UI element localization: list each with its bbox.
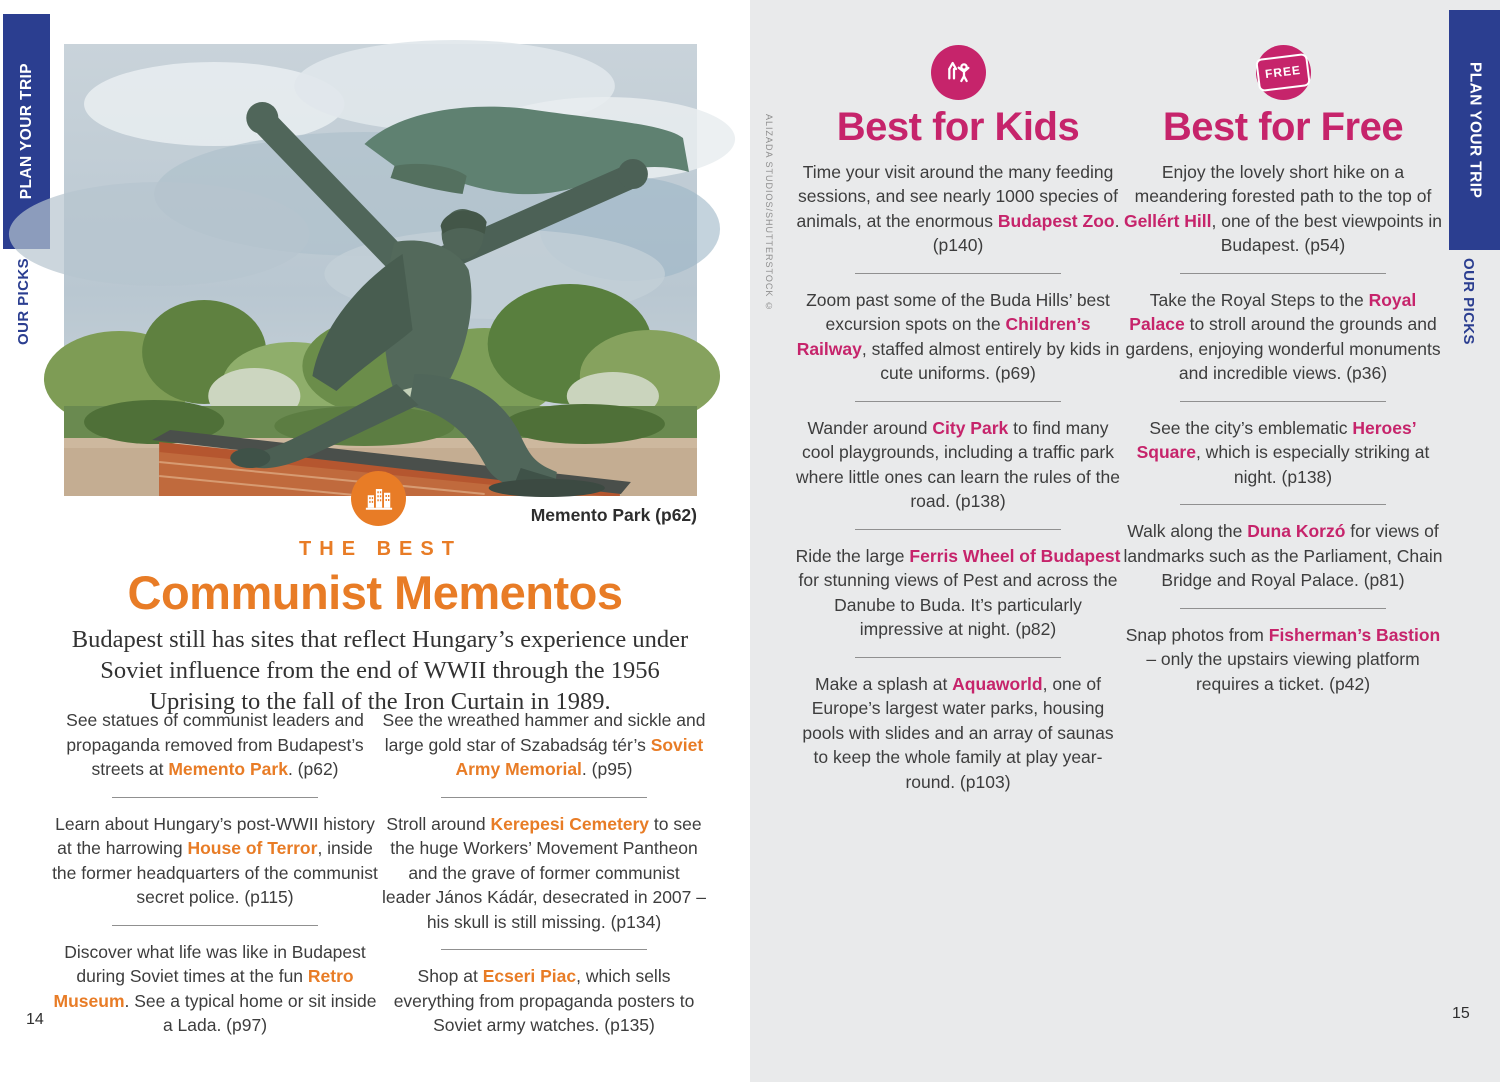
pick-item: Enjoy the lovely short hike on a meandering forested path to the top of Gellért Hill, one of the best viewpoints in Budapest. (p54) [1123, 161, 1443, 255]
pick-item: Discover what life was like in Budapest during Soviet times at the fun Retro Museum. See a typical home or sit inside a Lada. (p97) [53, 941, 377, 1035]
free-ticket-icon [1256, 45, 1311, 100]
page-number-right: 15 [1452, 1005, 1470, 1022]
page-title: Communist Mementos [127, 566, 623, 619]
pick-item: See the wreathed hammer and sickle and large gold star of Szabadság tér’s Soviet Army Memorial. (p95) [382, 710, 706, 779]
photo-caption: Memento Park (p62) [530, 505, 697, 525]
photo-credit: ALIZADA STUDIOS/SHUTTERSTOCK © [764, 114, 774, 312]
pick-item: Zoom past some of the Buda Hills’ best excursion spots on the Children’s Railway, staffed almost entirely by kids in cute uniforms. (p69) [796, 289, 1120, 383]
divider [855, 529, 1061, 530]
kids-icon [931, 45, 986, 100]
intro-paragraph: Budapest still has sites that reflect Hungary’s experience under Soviet influence from the end of WWII through the 1956 Uprising to the fall of the Iron Curtain in 1989. [71, 626, 689, 715]
pick-item: Stroll around Kerepesi Cemetery to see the huge Workers’ Movement Pantheon and the grave of former communist leader János Kádár, desecrated in 2007 – his skull is still missing. (p134) [382, 813, 706, 932]
pick-item: Walk along the Duna Korzó for views of landmarks such as the Parliament, Chain Bridge and Royal Palace. (p81) [1123, 521, 1443, 590]
divider [855, 273, 1061, 274]
our-picks-label-left: OUR PICKS [15, 258, 32, 345]
pick-item: Take the Royal Steps to the Royal Palace to stroll around the grounds and gardens, enjoying wonderful monuments and incredible views. (p36) [1125, 289, 1441, 383]
best-for-kids-section [793, 45, 1123, 794]
divider [1180, 608, 1386, 609]
pick-item: Wander around City Park to find many cool playgrounds, including a traffic park where little ones can learn the rules of the road. (p138) [796, 417, 1120, 511]
section-title-free: Best for Free [1162, 105, 1404, 149]
kids-items [793, 160, 1123, 795]
pick-item: Shop at Ecseri Piac, which sells everything from propaganda posters to Soviet army watches. (p135) [393, 966, 695, 1035]
divider [855, 657, 1061, 658]
divider [441, 797, 647, 798]
plan-your-trip-tab-right [1449, 10, 1500, 250]
section-title-kids: Best for Kids [836, 105, 1080, 149]
free-ticket-label: FREE [1255, 53, 1311, 92]
divider [112, 925, 318, 926]
pick-item: Snap photos from Fisherman’s Bastion – only the upstairs viewing platform requires a ticket. (p42) [1125, 624, 1441, 694]
divider [1180, 401, 1386, 402]
left-column-2 [382, 708, 706, 1038]
plan-your-trip-label: PLAN YOUR TRIP [17, 63, 35, 200]
monument-buildings-icon [351, 471, 406, 526]
pick-item: Make a splash at Aquaworld, one of Europe’s largest water parks, housing pools with slides and an array of saunas to keep the whole family at play year-round. (p103) [802, 673, 1114, 792]
memento-park-photo [64, 44, 774, 496]
left-column-1 [52, 708, 378, 1038]
pick-item: See the city’s emblematic Heroes’ Square, which is especially striking at night. (p138) [1136, 417, 1430, 487]
pick-item: See statues of communist leaders and propaganda removed from Budapest’s streets at Memento Park. (p62) [66, 710, 364, 779]
our-picks-label-right: OUR PICKS [1460, 258, 1477, 345]
divider [1180, 273, 1386, 274]
kicker-the-best: THE BEST [299, 538, 462, 560]
pick-item: Ride the large Ferris Wheel of Budapest for stunning views of Pest and across the Danube to Buda. It’s particularly impressive at night. (p82) [795, 545, 1121, 639]
divider [441, 949, 647, 950]
divider [1180, 504, 1386, 505]
best-for-free-section [1122, 45, 1444, 696]
page-number-left: 14 [26, 1011, 44, 1028]
pick-item: Time your visit around the many feeding sessions, and see nearly 1000 species of animals, at the enormous Budapest Zoo. (p140) [796, 161, 1120, 255]
plan-your-trip-label: PLAN YOUR TRIP [1466, 61, 1484, 199]
divider [112, 797, 318, 798]
pick-item: Learn about Hungary’s post-WWII history at the harrowing House of Terror, inside the former headquarters of the communist secret police. (p115) [52, 813, 378, 907]
divider [855, 401, 1061, 402]
free-items [1122, 160, 1444, 697]
statue-photo-illustration [64, 44, 697, 496]
